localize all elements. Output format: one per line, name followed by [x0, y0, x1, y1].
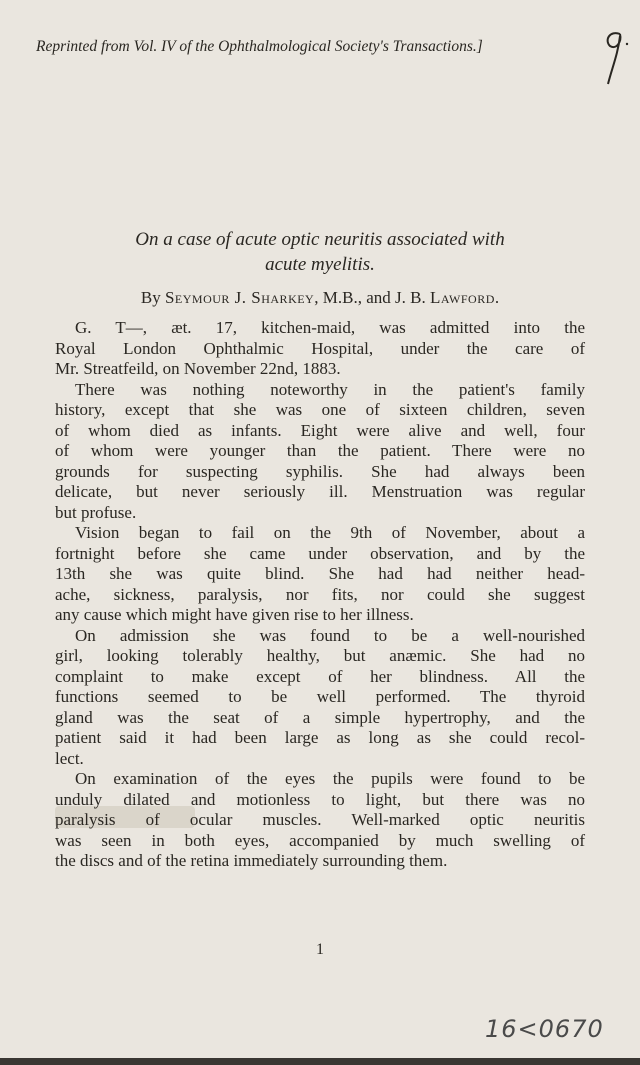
text-line: delicate, but never seriously ill. Menstruation was regular: [55, 482, 585, 501]
body-text: [55, 318, 585, 872]
by-word: By: [140, 288, 161, 307]
author-end: .: [494, 288, 500, 307]
text-line: girl, looking tolerably healthy, but anæmic. She had no: [55, 646, 585, 665]
author-line: [54, 287, 586, 309]
text-line: Royal London Ophthalmic Hospital, under the care of: [55, 338, 585, 358]
title-line: acute myelitis.: [265, 254, 375, 275]
text-line: complaint to make except of her blindness. All the: [55, 666, 585, 686]
text-line: Vision began to fail on the 9th of November, about a: [75, 523, 585, 542]
text-line: functions seemed to be well performed. The thyroid: [55, 687, 585, 706]
text-line: but profuse.: [55, 502, 137, 522]
author-degree: , M.B., and J. B.: [314, 288, 426, 307]
text-line: patient said it had been large as long as she could recol-: [55, 728, 585, 747]
text-line: history, except that she was one of sixteen children, seven: [55, 400, 585, 419]
text-line: ache, sickness, paralysis, nor fits, nor could she suggest: [55, 584, 585, 604]
article-title: [54, 227, 586, 277]
text-line: the discs and of the retina immediately surrounding them.: [55, 851, 448, 870]
text-line: G. T—, æt. 17, kitchen-maid, was admitted into the: [75, 318, 585, 337]
text-line: grounds for suspecting syphilis. She had always been: [55, 461, 585, 481]
text-line: On admission she was found to be a well-nourished: [75, 625, 585, 645]
title-line: On a case of acute optic neuritis associated with: [135, 229, 505, 250]
text-line: On examination of the eyes the pupils were found to be: [75, 769, 585, 788]
author-name: Lawford: [429, 288, 495, 307]
text-line: of whom were younger than the patient. There were no: [55, 441, 585, 460]
reprint-header: Reprinted from Vol. IV of the Ophthalmological Society's Transactions.]: [36, 38, 483, 55]
text-line: Mr. Streatfeild, on November 22nd, 1883.: [55, 359, 341, 378]
handwritten-mark: [600, 28, 630, 86]
handwritten-shelf-mark: 16<0670: [485, 1015, 604, 1043]
text-line: gland was the seat of a simple hypertrophy, and the: [55, 707, 585, 727]
text-line: unduly dilated and motionless to light, but there was no: [55, 789, 585, 809]
author-name: Seymour J. Sharkey: [164, 288, 315, 307]
text-line: was seen in both eyes, accompanied by much swelling of: [55, 830, 585, 850]
text-line: There was nothing noteworthy in the patient's family: [75, 379, 585, 399]
text-line: paralysis of ocular muscles. Well-marked optic neuritis: [55, 810, 585, 829]
text-line: fortnight before she came under observation, and by the: [55, 543, 585, 563]
text-line: any cause which might have given rise to her illness.: [55, 605, 414, 624]
page-number: 1: [316, 941, 324, 958]
text-line: of whom died as infants. Eight were alive and well, four: [55, 420, 585, 440]
page-bottom-edge: [0, 1058, 640, 1065]
text-line: 13th she was quite blind. She had had neither head-: [55, 564, 585, 583]
text-line: lect.: [55, 748, 84, 768]
